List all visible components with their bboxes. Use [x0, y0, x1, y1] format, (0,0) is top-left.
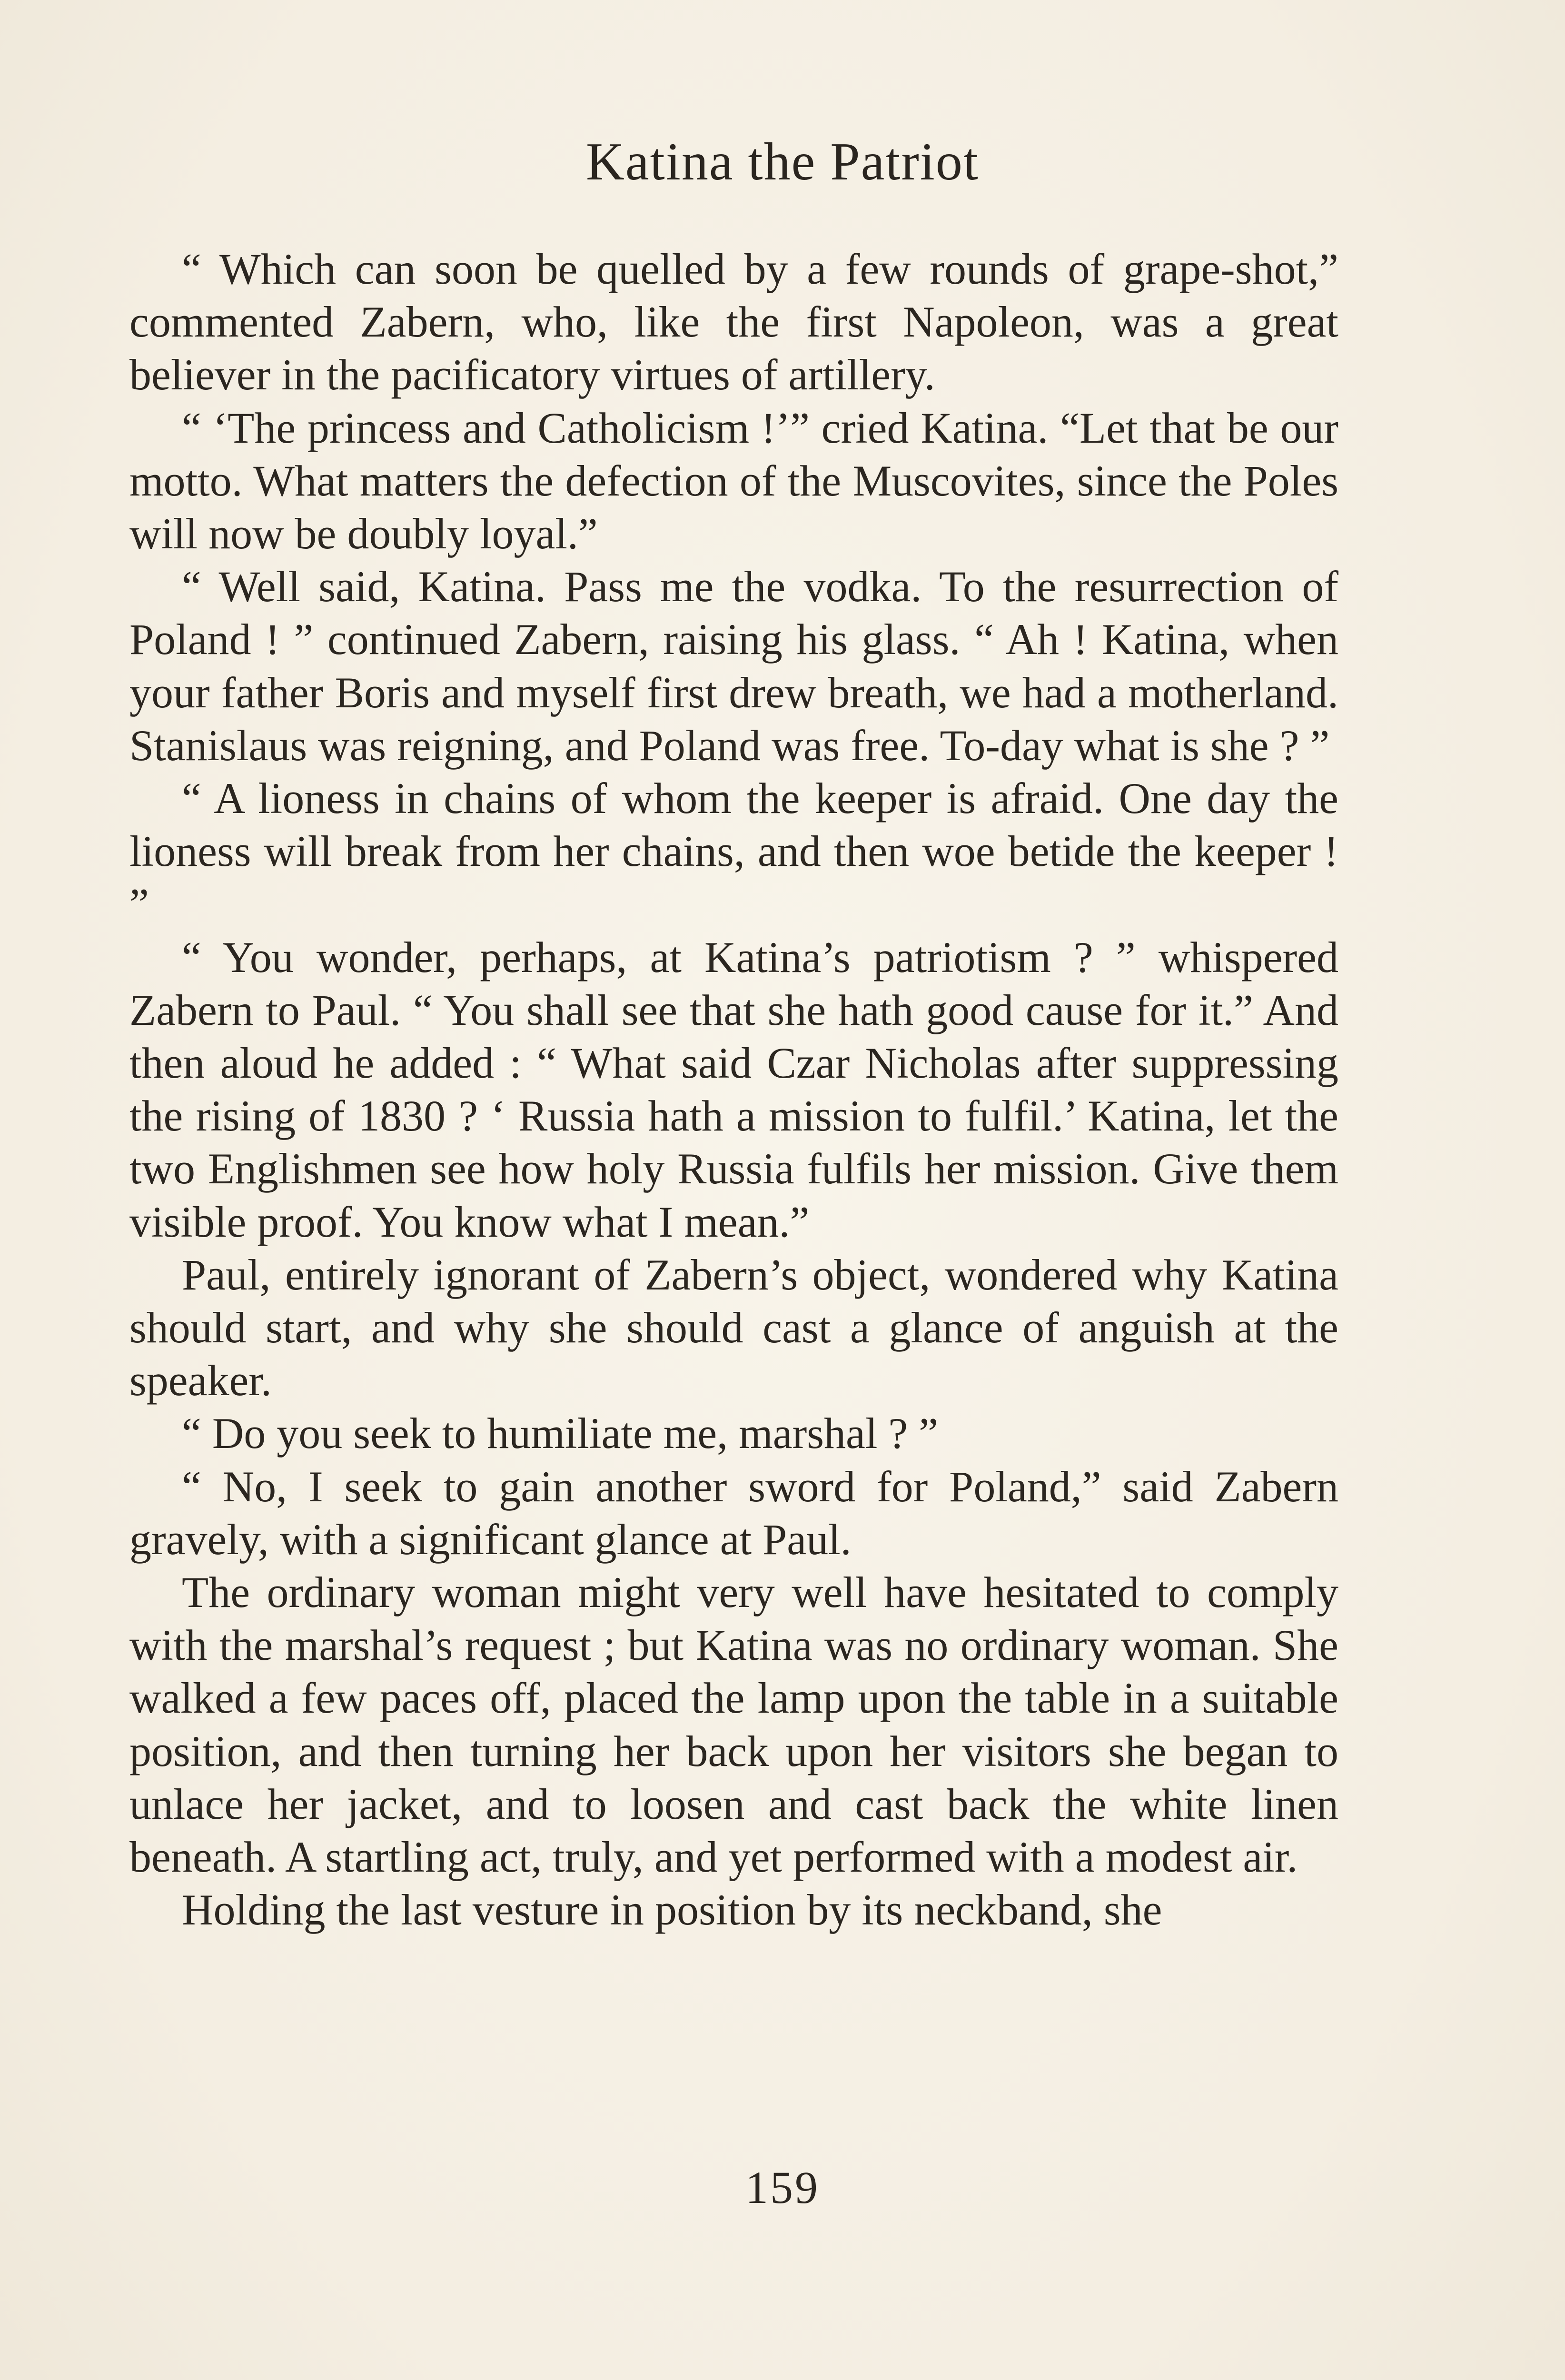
paragraph: “ You wonder, perhaps, at Katina’s patriotism ? ” whispered Zabern to Paul. “ You shall see that she hath good cause for it.” And then aloud he added : “ What said Czar Nicholas after suppressing the rising of 1830 ? ‘ Russia hath a mission to fulfil.’ Katina, let the two Englishmen see how holy Russia fulfils her mission. Give them visible proof. You know what I mean.”: [129, 932, 1338, 1246]
body-text: [129, 243, 1338, 1937]
paragraph: “ Which can soon be quelled by a few rounds of grape-shot,” commented Zabern, who, like the first Napoleon, was a great believer in the pacificatory virtues of artillery.: [129, 245, 1338, 399]
page-number: 159: [745, 2162, 820, 2213]
running-head: Katina the Patriot: [585, 132, 979, 191]
paragraph: “ No, I seek to gain another sword for Poland,” said Zabern gravely, with a significant glance at Paul.: [129, 1462, 1338, 1564]
paragraph: “ Do you seek to humiliate me, marshal ? ”: [182, 1409, 939, 1458]
paragraph: Paul, entirely ignorant of Zabern’s object, wondered why Katina should start, and why she should cast a glance of anguish at the speaker.: [129, 1250, 1338, 1405]
paragraph: “ Well said, Katina. Pass me the vodka. To the resurrection of Poland ! ” continued Zabern, raising his glass. “ Ah ! Katina, when your father Boris and myself first drew breath, we had a motherland. Stanislaus was reigning, and Poland was free. To-day what is she ? ”: [129, 562, 1338, 770]
paragraph: “ ‘The princess and Catholicism !’” cried Katina. “Let that be our motto. What matters the defection of the Muscovites, since the Poles will now be doubly loyal.”: [129, 403, 1338, 558]
paragraph: The ordinary woman might very well have hesitated to comply with the marshal’s request ; but Katina was no ordinary woman. She walked a few paces off, placed the lamp upon the table in a suitable position, and then turning her back upon her visitors she began to unlace her jacket, and to loosen and cast back the white linen beneath. A startling act, truly, and yet performed with a modest air.: [129, 1568, 1338, 1882]
paragraph: Holding the last vesture in position by its neckband, she: [182, 1885, 1162, 1934]
paragraph: “ A lioness in chains of whom the keeper is afraid. One day the lioness will break from her chains, and then woe betide the keeper ! ”: [129, 774, 1338, 929]
